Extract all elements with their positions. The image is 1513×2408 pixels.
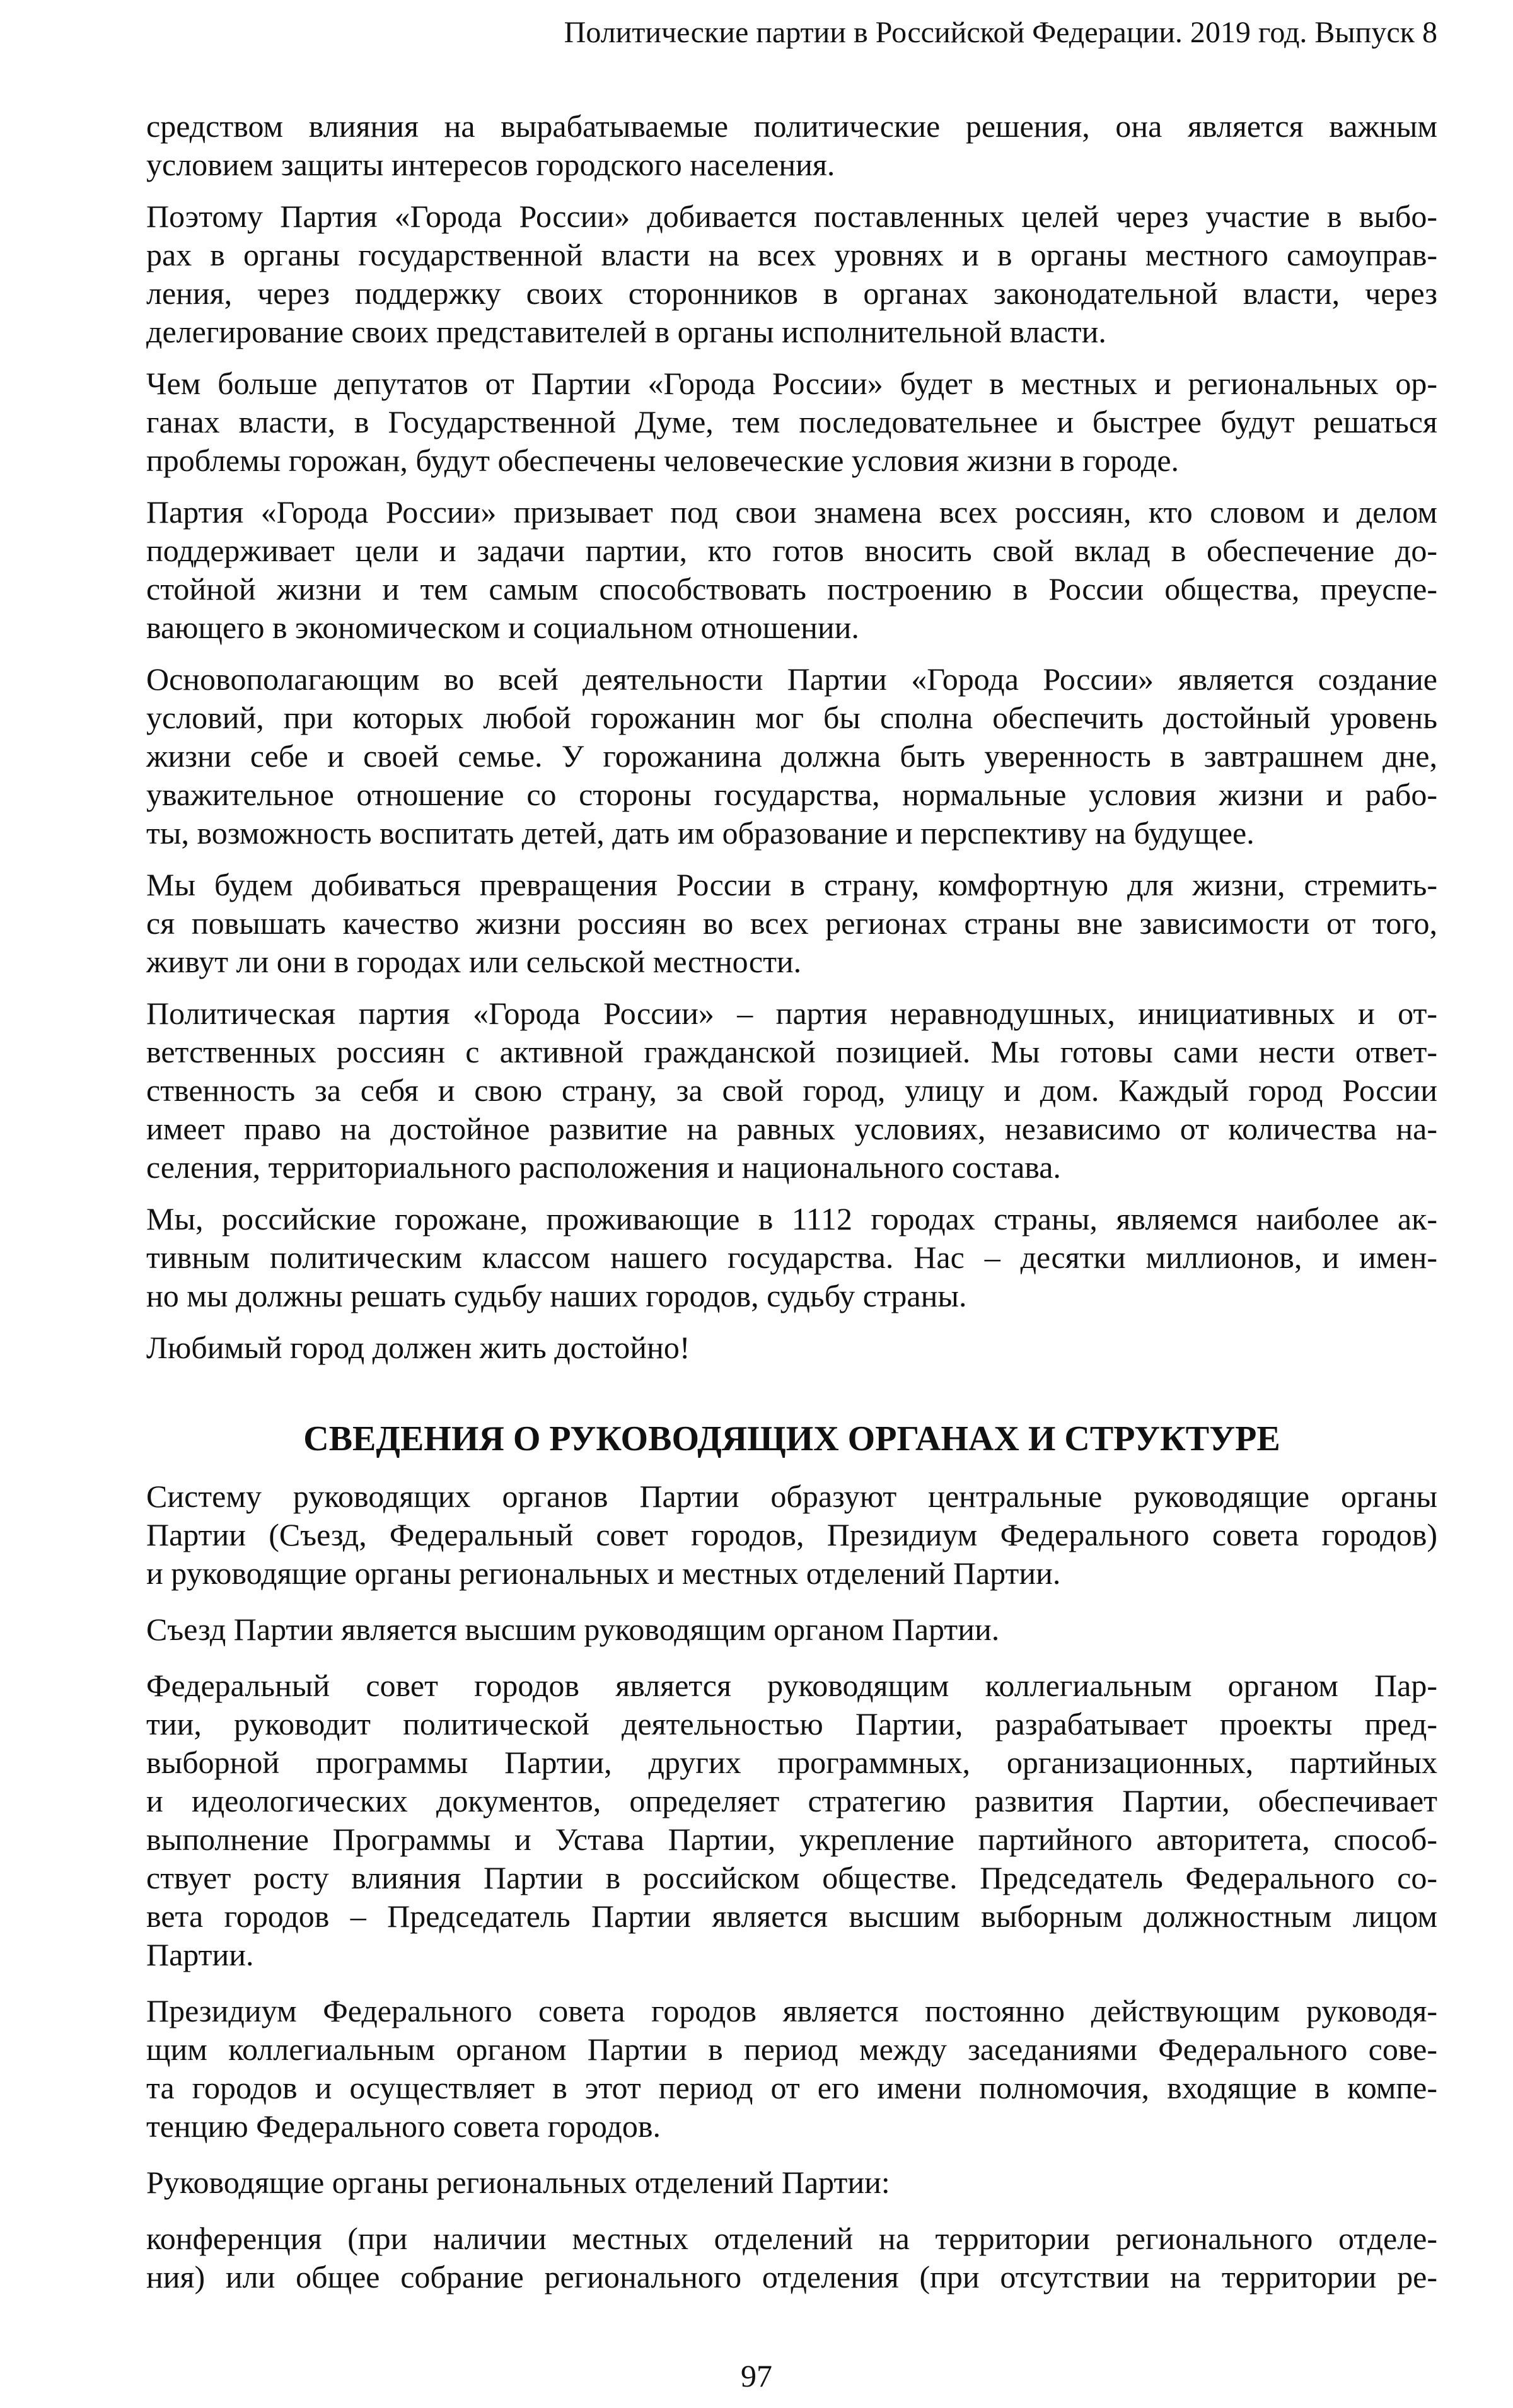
text-line: вающего в экономическом и социальном отношении. (146, 610, 859, 645)
paragraph (146, 1329, 1437, 1367)
paragraph (146, 197, 1437, 351)
text-line: и идеологических документов, определяет стратегию развития Партии, обеспечивает (146, 1783, 1437, 1818)
text-line: тии, руководит политической деятельностью Партии, разрабатывает проекты пред- (146, 1706, 1437, 1742)
paragraph (146, 2163, 1437, 2202)
text-line: Систему руководящих органов Партии образуют центральные руководящие органы (146, 1479, 1437, 1514)
text-line: селения, территориального расположения и национального состава. (146, 1149, 1061, 1185)
text-line: Политическая партия «Города России» – партия неравнодушных, инициативных и от- (146, 996, 1437, 1031)
text-line: и руководящие органы региональных и местных отделений Партии. (146, 1556, 1061, 1591)
text-line: имеет право на достойное развитие на равных условиях, независимо от количества на- (146, 1111, 1437, 1146)
text-line: средством влияния на вырабатываемые политические решения, она является важным (146, 108, 1437, 144)
text-line: Чем больше депутатов от Партии «Города России» будет в местных и региональных ор- (146, 366, 1437, 401)
text-line: рах в органы государственной власти на всех уровнях и в органы местного самоуправ- (146, 237, 1437, 272)
paragraph (146, 1200, 1437, 1315)
paragraph (146, 493, 1437, 647)
text-line: Федеральный совет городов является руководящим коллегиальным органом Пар- (146, 1668, 1437, 1703)
text-line: уважительное отношение со стороны государства, нормальные условия жизни и рабо- (146, 777, 1437, 812)
text-line: щим коллегиальным органом Партии в период между заседаниями Федерального сове- (146, 2032, 1437, 2067)
text-line: Поэтому Партия «Города России» добивается поставленных целей через участие в выбо- (146, 199, 1437, 234)
text-line: живут ли они в городах или сельской местности. (146, 944, 802, 979)
section-heading: СВЕДЕНИЯ О РУКОВОДЯЩИХ ОРГАНАХ И СТРУКТУРЕ (303, 1419, 1280, 1458)
text-line: ганах власти, в Государственной Думе, тем последовательнее и быстрее будут решаться (146, 404, 1437, 439)
text-line: выборной программы Партии, других программных, организационных, партийных (146, 1745, 1437, 1780)
paragraph (146, 1992, 1437, 2146)
text-line: стойной жизни и тем самым способствовать построению в России общества, преуспе- (146, 571, 1437, 607)
text-line: ся повышать качество жизни россиян во всех регионах страны вне зависимости от того, (146, 905, 1437, 941)
text-line: тенцию Федерального совета городов. (146, 2108, 661, 2144)
page-number: 97 (741, 2358, 772, 2393)
text-line: выполнение Программы и Устава Партии, укрепление партийного авторитета, способ- (146, 1822, 1437, 1857)
paragraph (146, 1666, 1437, 1974)
paragraph (146, 2219, 1437, 2296)
text-line: Партии. (146, 1937, 254, 1972)
text-line: Основополагающим во всей деятельности Партии «Города России» является создание (146, 661, 1437, 697)
text-line: ния) или общее собрание регионального отделения (при отсутствии на территории ре- (146, 2259, 1437, 2295)
text-line: делегирование своих представителей в органы исполнительной власти. (146, 314, 1106, 349)
text-line: условий, при которых любой горожанин мог бы сполна обеспечить достойный уровень (146, 700, 1437, 735)
text-line: Мы, российские горожане, проживающие в 1112 городах страны, являемся наиболее ак- (146, 1201, 1437, 1236)
paragraph (146, 1477, 1437, 1593)
text-line: но мы должны решать судьбу наших городов, судьбу страны. (146, 1278, 967, 1313)
text-line: Съезд Партии является высшим руководящим органом Партии. (146, 1612, 1000, 1647)
text-line: тивным политическим классом нашего государства. Нас – десятки миллионов, и имен- (146, 1240, 1437, 1275)
text-line: Партии (Съезд, Федеральный совет городов, Президиум Федерального совета городов) (146, 1517, 1437, 1552)
text-line: ления, через поддержку своих сторонников в органах законодательной власти, через (146, 276, 1437, 311)
text-line: ветственных россиян с активной гражданской позицией. Мы готовы сами нести ответ- (146, 1034, 1437, 1069)
paragraph (146, 364, 1437, 480)
paragraph (146, 1610, 1437, 1649)
body-section-governance (146, 1477, 1437, 2314)
paragraph (146, 866, 1437, 981)
body-section-intro (146, 107, 1437, 1380)
text-line: ствует росту влияния Партии в российском обществе. Председатель Федерального со- (146, 1860, 1437, 1895)
text-line: ственность за себя и свою страну, за свой город, улицу и дом. Каждый город России (146, 1073, 1437, 1108)
paragraph (146, 107, 1437, 184)
running-header: Политические партии в Российской Федерации. 2019 год. Выпуск 8 (564, 16, 1437, 49)
text-line: Президиум Федерального совета городов является постоянно действующим руководя- (146, 1993, 1437, 2028)
text-line: поддерживает цели и задачи партии, кто готов вносить свой вклад в обеспечение до- (146, 533, 1437, 568)
text-line: Руководящие органы региональных отделений Партии: (146, 2165, 890, 2200)
text-line: ты, возможность воспитать детей, дать им образование и перспективу на будущее. (146, 815, 1255, 851)
paragraph (146, 994, 1437, 1187)
text-line: Мы будем добиваться превращения России в страну, комфортную для жизни, стремить- (146, 867, 1437, 902)
text-line: жизни себе и своей семье. У горожанина должна быть уверенность в завтрашнем дне, (146, 738, 1437, 774)
text-line: та городов и осуществляет в этот период от его имени полномочия, входящие в компе- (146, 2070, 1437, 2105)
text-line: вета городов – Председатель Партии является высшим выборным должностным лицом (146, 1899, 1437, 1934)
text-line: проблемы горожан, будут обеспечены человеческие условия жизни в городе. (146, 443, 1180, 478)
text-line: Партия «Города России» призывает под свои знамена всех россиян, кто словом и делом (146, 494, 1437, 530)
text-line: конференция (при наличии местных отделений на территории регионального отделе- (146, 2221, 1437, 2256)
paragraph (146, 660, 1437, 852)
text-line: Любимый город должен жить достойно! (146, 1330, 690, 1365)
text-line: условием защиты интересов городского населения. (146, 147, 835, 182)
